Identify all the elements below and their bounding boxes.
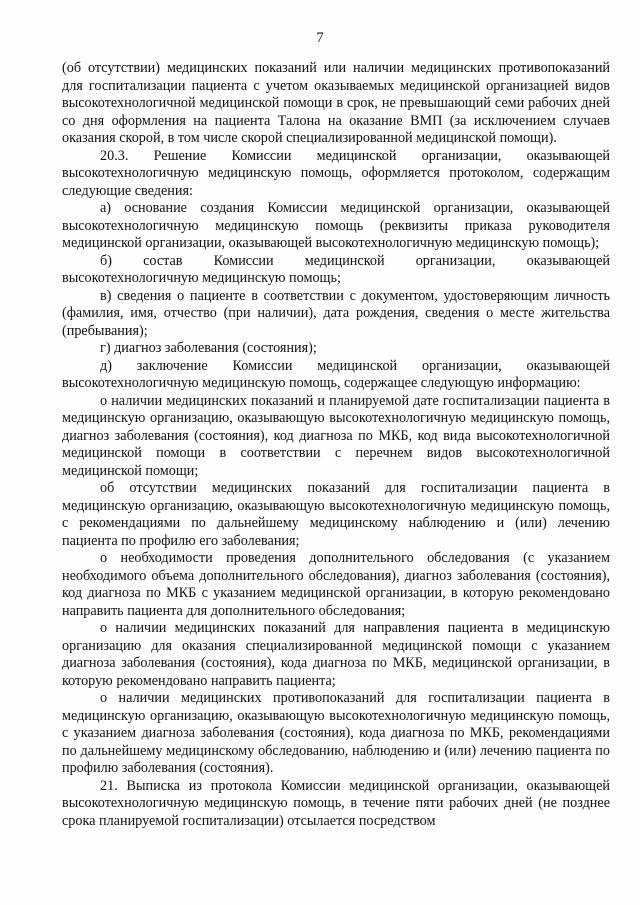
page-number: 7 [316, 30, 324, 46]
paragraph-indications: о наличии медицинских показаний и планируемой дате госпитализации пациента в медицинскую организацию, оказывающую высокотехнологичную медицинскую помощь, диагноз заболевания (состояния), код диагноза по МКБ, код вида высокотехнологичной медицинской помощи в соответствии с перечнем видов высокотехнологичной медицинской помощи; [62, 392, 610, 479]
paragraph-item-d: д) заключение Комиссии медицинской организации, оказывающей высокотехнологичную медицинскую помощь, содержащее следующую информацию: [62, 357, 610, 391]
paragraph-additional-exam: о необходимости проведения дополнительного обследования (с указанием необходимого объема дополнительного обследования), диагноз заболевания (состояния), код диагноза по МКБ с указанием медицинской организации, в которую рекомендовано направить пациента для дополнительного обследования; [62, 550, 610, 619]
paragraph-continuation: (об отсутствии) медицинских показаний или наличии медицинских противопоказаний для госпитализации пациента с учетом оказываемых медицинской организацией видов высокотехнологичной медицинской помощи в срок, не превышающий семи рабочих дней со дня оформления на пациента Талона на оказание ВМП (за исключением случаев оказания скорой, в том числе скорой специализированной медицинской помощи). [62, 60, 610, 146]
paragraph-item-b: б) состав Комиссии медицинской организации, оказывающей высокотехнологичную медицинскую помощь; [62, 252, 610, 286]
paragraph-contraindications: о наличии медицинских противопоказаний для госпитализации пациента в медицинскую организацию, оказывающую высокотехнологичную медицинскую помощь, с указанием диагноза заболевания (состояния), кода диагноза по МКБ, рекомендациями по дальнейшему медицинскому обследованию, наблюдению и (или) лечению пациента по профилю заболевания (состояния). [62, 690, 610, 776]
paragraph-item-v: в) сведения о пациенте в соответствии с документом, удостоверяющим личность (фамилия, имя, отчество (при наличии), дата рождения, сведения о месте жительства (пребывания); [62, 287, 610, 339]
paragraph-20-3: 20.3. Решение Комиссии медицинской организации, оказывающей высокотехнологичную медицинскую помощь, оформляется протоколом, содержащим следующие сведения: [62, 147, 610, 199]
paragraph-21: 21. Выписка из протокола Комиссии медицинской организации, оказывающей высокотехнологичную медицинскую помощь, в течение пяти рабочих дней (не позднее срока планируемой госпитализации) отсылается посредством [62, 777, 610, 829]
paragraph-item-a: а) основание создания Комиссии медицинской организации, оказывающей высокотехнологичную медицинскую помощь (реквизиты приказа руководителя медицинской организации, оказывающей высокотехнологичную медицинскую помощь); [62, 200, 610, 251]
paragraph-item-g: г) диагноз заболевания (состояния); [100, 340, 317, 356]
paragraph-specialized-care: о наличии медицинских показаний для направления пациента в медицинскую организацию для оказания специализированной медицинской помощи с указанием диагноза заболевания (состояния), кода диагноза по МКБ, медицинской организации, в которую рекомендовано направить пациента; [62, 620, 610, 689]
document-text [62, 60, 610, 830]
paragraph-no-indications: об отсутствии медицинских показаний для госпитализации пациента в медицинскую организацию, оказывающую высокотехнологичную медицинскую помощь, с рекомендациями по дальнейшему медицинскому наблюдению и (или) лечению пациента по профилю его заболевания; [62, 480, 610, 549]
